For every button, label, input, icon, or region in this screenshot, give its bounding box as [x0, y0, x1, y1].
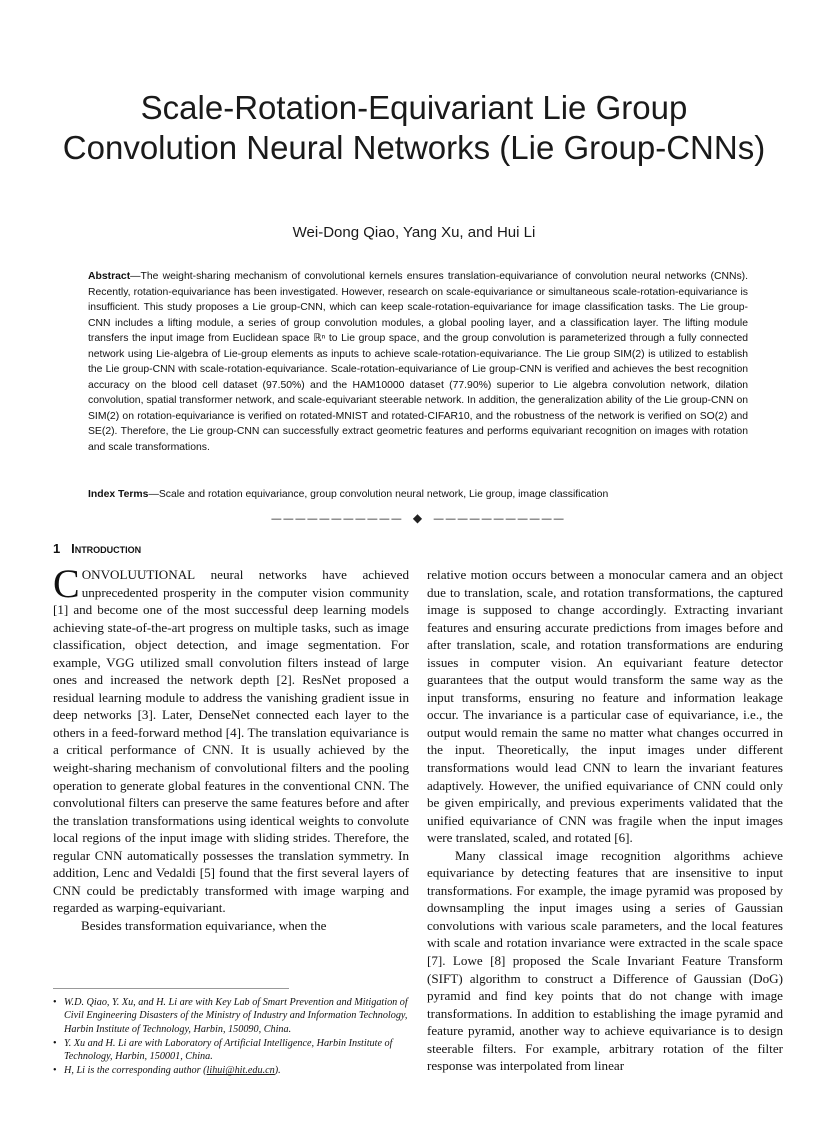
intro-paragraph-2: Besides transformation equivariance, when the — [81, 917, 327, 933]
separator-diamond-icon: ◆ — [412, 511, 424, 525]
section-title: Introduction — [71, 541, 142, 556]
left-column — [53, 561, 409, 934]
corresponding-email-link[interactable]: lihui@hit.edu.cn — [206, 1065, 275, 1077]
footnote-text: H, Li is the corresponding author ( — [64, 1065, 207, 1077]
abstract-label: Abstract — [88, 271, 131, 282]
index-terms-text: —Scale and rotation equivariance, group convolution neural network, Lie group, image classification — [148, 489, 609, 500]
paper-title: Scale-Rotation-Equivariant Lie Group Convolution Neural Networks (Lie Group-CNNs) — [62, 89, 766, 166]
abstract-text: —The weight-sharing mechanism of convolutional kernels ensures translation-equivariance of convolution neural networks (CNNs). Recently, rotation-equivariance has been investigated. However, research on scale-equivariance or simultaneous scale-rotation-equivariance is insufficient. This study proposes a Lie group-CNN, which can keep scale-rotation-equivariance for image classification tasks. The Lie group-CNN includes a lifting module, a series of group convolution modules, a global pooling layer, and a classification layer. The lifting module transfers the input image from Euclidean space ℝⁿ to Lie group space, and the group convolution is parameterized through a fully connected network using Lie-algebra of Lie-group elements as inputs to achieve scale-rotation-equivariance. The Lie group SIM(2) is utilized to establish the Lie group-CNN with scale-rotation-equivariance. Scale-rotation-equivariance of Lie group-CNN is verified and achieves the best recognition accuracy on the blood cell dataset (97.50%) and the HAM10000 dataset (77.90%) superior to Lie algebra convolution network, dilation convolution, spatial transformer network, and scale-equivariant steerable network. In addition, the generalization ability of the Lie group-CNN on SIM(2) on rotation-equivariance is verified on rotated-MNIST and rotated-CIFAR10, and the robustness of the network is verified on SO(2) and SE(2). Therefore, the Lie group-CNN can successfully extract geometric features and performs equivariant recognition on images with rotation and scale transformations. — [88, 271, 748, 453]
right-column — [427, 566, 783, 1075]
drop-cap: C — [53, 561, 80, 606]
bullet-icon: • — [53, 1065, 57, 1077]
footnote-rule — [53, 988, 289, 989]
footnote-item — [53, 1064, 421, 1077]
index-terms-label: Index Terms — [88, 489, 149, 500]
intro-paragraph-1-text: neural networks have achieved unprecedented prosperity in the computer vision community [1] and become one of the most successful deep learning models achieving state-of-the-art progress on multiple tasks, such as image classification, object detection, and image segmentation. For example, VGG utilized small convolution filters instead of large ones and increased the network depth [2]. ResNet proposed a residual learning module to address the vanishing gradient issue in deep networks [3]. Later, DenseNet connected each layer to the others in a feed-forward method [4]. The translation equivariance is a critical performance of CNN. It is usually achieved by the weight-sharing mechanism of convolutional filters and the pooling operation to generate global features in the conventional CNN. The convolutional filters can preserve the same features before and after the translation transformations using identical weights to convolute local regions of the input image with sliding strides. Therefore, the regular CNN automatically possesses the translation symmetry. In addition, Lenc and Vedaldi [5] found that the first several layers of CNN could be predictably transformed with image warping and regarded as warping-equivariant. — [53, 567, 409, 916]
section-separator — [260, 510, 576, 526]
separator-left-rule: ——————————— — [270, 511, 403, 525]
intro-paragraph-1 — [53, 561, 409, 917]
footnote-item — [53, 996, 421, 1036]
section-heading — [53, 541, 141, 556]
bullet-icon: • — [53, 997, 57, 1008]
abstract — [88, 269, 748, 455]
index-terms — [88, 487, 748, 502]
separator-right-rule: ——————————— — [433, 511, 566, 525]
footnotes — [53, 996, 421, 1079]
intro-paragraph-3: relative motion occurs between a monocular camera and an object due to translation, scale, and rotation transformations, the captured image is supposed to change accordingly. Extracting invariant features and ensuring accurate predictions from images before and after translation, scale, and rotation transformations are enduring issues in computer vision. An equivariant feature detector guarantees that the output would transform the same way as the input transforms, ensuring no feature and information leakage occur. The invariance is a particular case of equivariance, i.e., the output would remain the same no matter what changes occurred in the input. Theoretically, the input images under different transformations would lead CNN to learn the invariant features adaptively. However, the unified equivariance of CNN could only be given empirically, and previous experiments validated that the unified equivariance of CNN was fragile when the input images were translated, scaled, and rotated [6]. — [427, 567, 783, 846]
first-word: ONVOLUUTIONAL — [81, 567, 196, 582]
intro-paragraph-4: Many classical image recognition algorithms achieve equivariance by detecting features that are insensitive to input transformations. For example, the image pyramid was proposed by downsampling the input images using a series of Gaussian convolutions with various scale parameters, and the local features with scale and rotation invariance were extracted in the scale space [7]. Lowe [8] proposed the Scale Invariant Feature Transform (SIFT) algorithm to construct a Difference of Gaussian (DoG) pyramid and find key points that do not change with image transformations. In addition to establishing the image pyramid and feature pyramid, another way to achieve equivariance is to design steerable filters. For example, arbitrary rotation of the filter response was interpolated from linear — [427, 847, 783, 1074]
section-number: 1 — [53, 541, 61, 556]
footnote-text: W.D. Qiao, Y. Xu, and H. Li are with Key Lab of Smart Prevention and Mitigation of Civil Engineering Disasters of the Ministry of Industry and Information Technology, Harbin Institute of Technology, Harbin, 150090, China. — [64, 997, 408, 1035]
footnote-end: ). — [274, 1065, 281, 1077]
footnote-item — [53, 1037, 421, 1064]
bullet-icon: • — [53, 1037, 57, 1049]
author-list: Wei-Dong Qiao, Yang Xu, and Hui Li — [292, 224, 536, 241]
footnote-text: Y. Xu and H. Li are with Laboratory of Artificial Intelligence, Harbin Institute of Technology, Harbin, 150001, China. — [64, 1037, 393, 1063]
